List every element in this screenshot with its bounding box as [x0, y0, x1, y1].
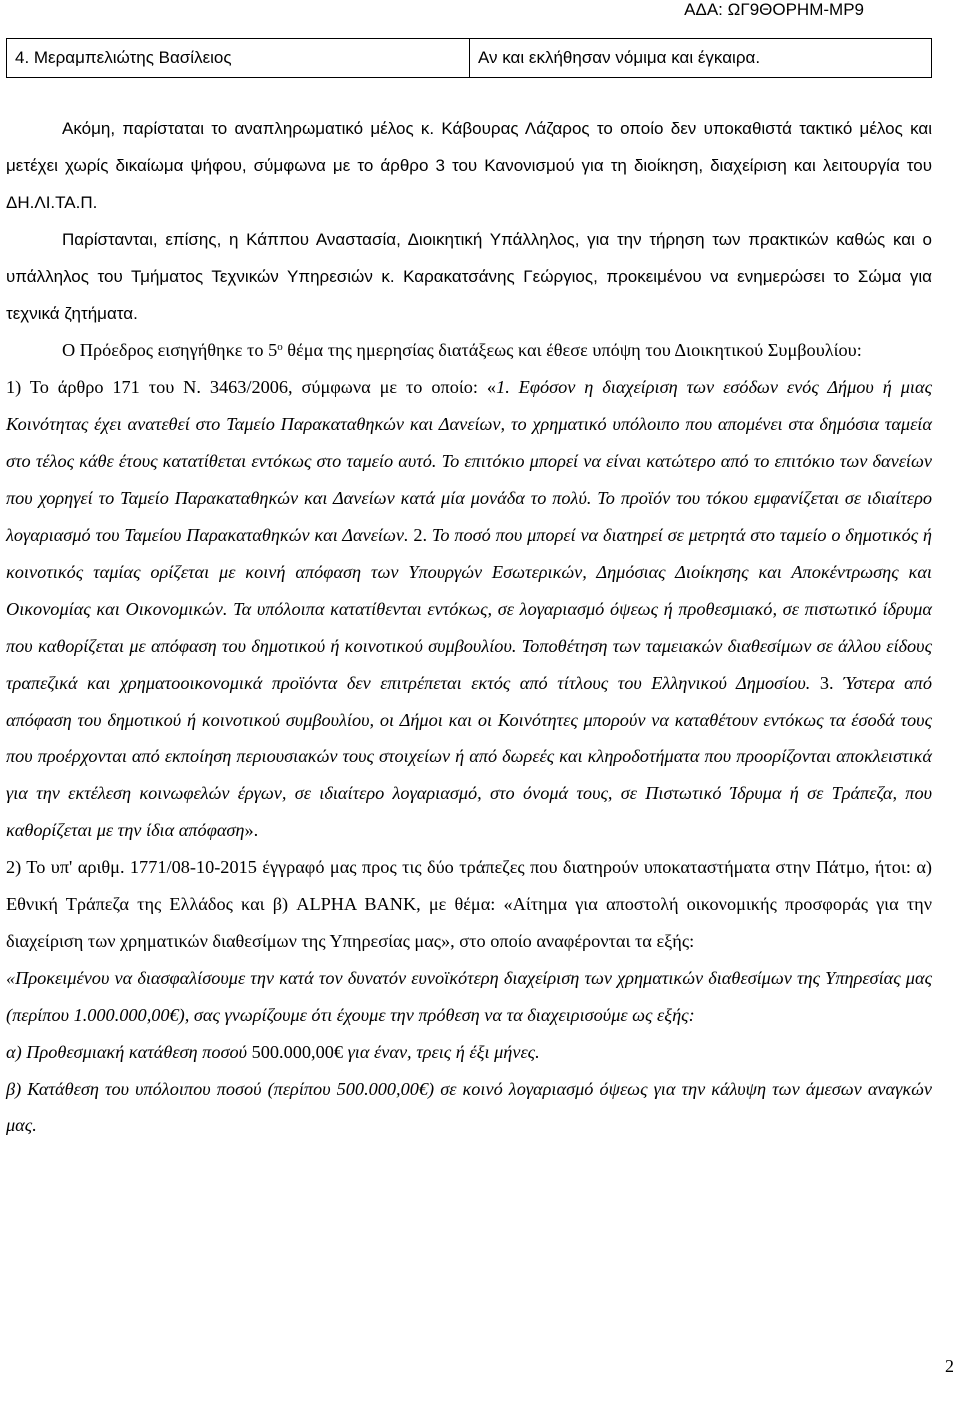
- absent-member-cell: 4. Μεραμπελιώτης Βασίλειος: [7, 39, 470, 78]
- text: α) Προθεσμιακή κατάθεση ποσού: [6, 1041, 252, 1062]
- text: 1) Το άρθρο 171 του Ν. 3463/2006, σύμφωνα με το οποίο: «: [6, 377, 497, 398]
- letter-quote-text: «Προκειμένου να διασφαλίσουμε την κατά τον δυνατόν ευνοϊκότερη διαχείριση των χρηματικών διαθεσίμων της Υπηρεσίας μας (περίπου 1.000.000,00€), σας γνωρίζουμε ότι έχουμε την πρόθεση να τα διαχειρισούμε ως εξής:: [6, 967, 932, 1025]
- paragraph-option-a: [6, 1034, 932, 1071]
- text: 3.: [810, 672, 844, 693]
- paragraph-letter-to-banks: 2) Το υπ' αριθμ. 1771/08-10-2015 έγγραφό μας προς τις δύο τράπεζες που διατηρούν υποκαταστήματα στην Πάτμο, ήτοι: α) Εθνική Τράπεζα της Ελλάδος και β) ALPHA BANK, με θέμα: «Αίτημα για αποστολή οικονομικής προσφοράς για την διαχείριση των χρηματικών διαθεσίμων της Υπηρεσίας μας», στο οποίο αναφέρονται τα εξής:: [6, 857, 932, 951]
- text: για έναν, τρεις ή έξι μήνες.: [343, 1041, 540, 1062]
- paragraph-letter-quote: [6, 960, 932, 1034]
- paragraph-option-b: [6, 1071, 932, 1145]
- page-number: 2: [945, 1356, 954, 1376]
- text: θέμα της ημερησίας διατάξεως και έθεσε υπόψη του Διοικητικού Συμβουλίου:: [282, 340, 862, 361]
- paragraph-president-topic: [6, 332, 932, 369]
- text: Ο Πρόεδρος εισηγήθηκε το 5: [62, 340, 278, 361]
- document-id-ada: ΑΔΑ: ΩΓ9ΘΟΡΗΜ-ΜΡ9: [684, 0, 864, 19]
- paragraph-attendees: Παρίστανται, επίσης, η Κάππου Αναστασία, Διοικητική Υπάλληλος, για την τήρηση των πρακτικών καθώς και ο υπάλληλος του Τμήματος Τεχνικών Υπηρεσιών κ. Καρακατσάνης Γεώργιος, προκειμένου να ενημερώσει το Σώμα για τεχνικά ζητήματα.: [6, 229, 932, 323]
- table-row: [7, 39, 932, 78]
- absence-note-cell: Αν και εκλήθησαν νόμιμα και έγκαιρα.: [470, 39, 932, 78]
- text: 2.: [408, 524, 432, 545]
- attendance-table: [6, 38, 932, 78]
- document-body: [6, 111, 932, 1144]
- ordinal-superscript: ο: [277, 341, 283, 354]
- text: ».: [244, 820, 259, 841]
- paragraph-alternate-member: Ακόμη, παρίσταται το αναπληρωματικό μέλος κ. Κάβουρας Λάζαρος το οποίο δεν υποκαθιστά τακτικό μέλος και μετέχει χωρίς δικαίωμα ψήφου, σύμφωνα με το άρθρο 3 του Κανονισμού για τη διοίκηση, διαχείριση και λειτουργία του ΔΗ.ΛΙ.ΤΑ.Π.: [6, 119, 932, 212]
- paragraph-law-article: [6, 369, 932, 849]
- law-quote-3: Ύστερα από απόφαση του δημοτικού ή κοινοτικού συμβουλίου, οι Δήμοι και οι Κοινότητες μπορούν να καταθέτουν εντόκως τα έσοδά τους που προέρχονται από εκποίηση περιουσιακών τους στοιχείων ή από δωρεές και κληροδοτήματα που προορίζονται αποκλειστικά για την εκτέλεση κοινωφελών έργων, σε ιδιαίτερο λογαριασμό, στο όνομά τους, σε Πιστωτικό Ίδρυμα ή σε Τράπεζα, που καθορίζεται με την ίδια απόφαση: [6, 672, 933, 841]
- law-quote-1: 1. Εφόσον η διαχείριση των εσόδων ενός Δήμου ή μιας Κοινότητας έχει ανατεθεί στο Ταμείο Παρακαταθηκών και Δανείων, το χρηματικό υπόλοιπο που απομένει στα δημόσια ταμεία στο τέλος κάθε έτους κατατίθεται εντόκως στο ταμείο αυτό. Το επιτόκιο μπορεί να είναι κατώτερο από το επιτόκιο των δανείων που χορηγεί το Ταμείο Παρακαταθηκών και Δανείων κατά μία μονάδα το πολύ. Το προϊόν του τόκου εμφανίζεται σε ιδιαίτερο λογαριασμό του Ταμείου Παρακαταθηκών και Δανείων.: [6, 377, 932, 545]
- law-quote-2: Το ποσό που μπορεί να διατηρεί σε μετρητά στο ταμείο ο δημοτικός ή κοινοτικός ταμίας ορίζεται με κοινή απόφαση των Υπουργών Εσωτερικών, Δημόσιας Διοίκησης και Αποκέντρωσης και Οικονομίας και Οικονομικών. Τα υπόλοιπα κατατίθενται εντόκως, σε λογαριασμό όψεως ή προθεσμιακό, σε πιστωτικό ίδρυμα που καθορίζεται με απόφαση του δημοτικού ή κοινοτικού συμβουλίου. Τοποθέτηση των ταμειακών διαθεσίμων σε άλλου είδους τραπεζικά και χρηματοοικονομικά προϊόντα δεν επιτρέπεται εκτός από τίτλους του Ελληνικού Δημοσίου.: [6, 524, 932, 693]
- text: β) Κατάθεση του υπόλοιπου ποσού (περίπου 500.000,00€) σε κοινό λογαριασμό όψεως για την κάλυψη των άμεσων αναγκών μας.: [6, 1078, 932, 1136]
- amount: 500.000,00€: [251, 1041, 344, 1062]
